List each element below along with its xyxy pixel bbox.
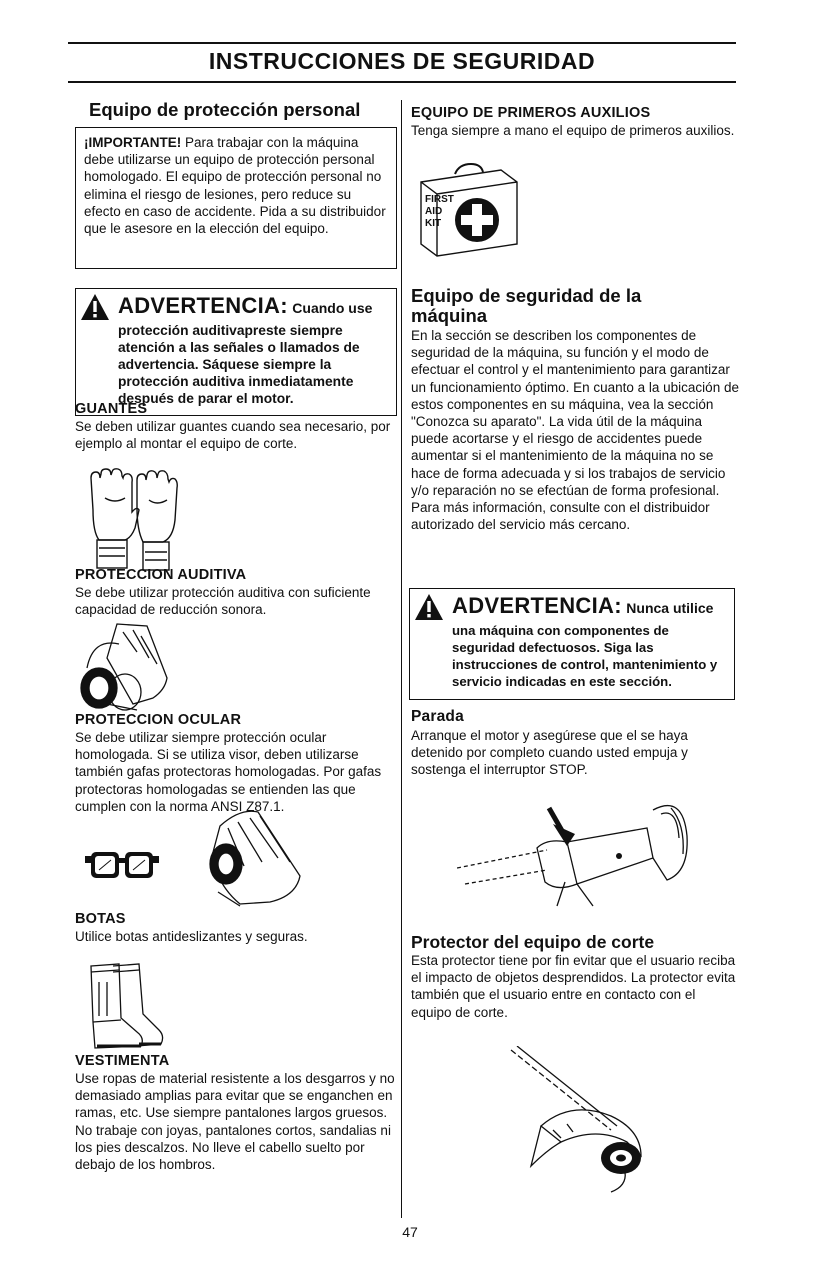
important-text: Para trabajar con la máquina debe utilizarse un equipo de protección personal homologado. El equipo de protección personal no elimina el riesgo de lesiones, pero reduce su efecto en caso de accidente. Pida a su distribuidor que le asesore en la elección del equipo. bbox=[84, 135, 386, 237]
first-aid-heading: EQUIPO DE PRIMEROS AUXILIOS bbox=[411, 105, 651, 121]
warning-text: protección auditivapreste siempre atención a las señales o llamados de advertencia. Sáquese siempre la protección auditiva inmediatamente después de parar el motor. bbox=[118, 323, 360, 406]
machine-heading: Equipo de seguridad de la máquina bbox=[411, 285, 642, 326]
page-number: 47 bbox=[402, 1224, 418, 1240]
important-lead: ¡IMPORTANTE! bbox=[84, 135, 182, 150]
kit-label-first: FIRST bbox=[425, 194, 454, 205]
warning-title: ADVERTENCIA: bbox=[118, 293, 288, 318]
boots-icon bbox=[85, 962, 167, 1052]
eye-text: Se debe utilizar siempre protección ocular homologada. Si se utiliza visor, deben utilizarse también gafas protectoras homologadas. Por gafas protectoras homologadas se entienden las que cumplen con la norma ANSI Z87.1. bbox=[75, 730, 382, 814]
machine-text: En la sección se describen los componentes de seguridad de la máquina, su función y el modo de efectuar el control y el mantenimiento para garantizar un funcionamiento óptimo. En cuanto a la ubicación de estos componentes en su máquina, vea la sección "Conozca su aparato". La vida útil de la máquina puede acortarse y el riesgo de accidentes puede aumentar si el mantenimiento de la máquina no se hace de forma adecuada y si los trabajos de servicio y/o reparación no se efectúan de forma profesional. Para más información, consulte con el distribuidor autorizado del servicio más cercano. bbox=[411, 328, 739, 533]
first-aid-text: Tenga siempre a mano el equipo de primeros auxilios. bbox=[411, 123, 735, 138]
cutting-guard-illustration bbox=[501, 1046, 671, 1196]
safety-warning-box bbox=[409, 588, 735, 700]
stop-text: Arranque el motor y asegúrese que el se haya detenido por completo cuando usted empuja y sostenga el interruptor STOP. bbox=[411, 728, 688, 778]
guard-heading: Protector del equipo de corte bbox=[411, 932, 655, 952]
warning-triangle-icon bbox=[414, 593, 444, 621]
hearing-warning-box bbox=[75, 288, 397, 416]
hearing-text: Se debe utilizar protección auditiva con suficiente capacidad de reducción sonora. bbox=[75, 585, 371, 618]
hearing-heading: PROTECCION AUDITIVA bbox=[75, 567, 247, 583]
kit-label-aid: AID bbox=[425, 206, 443, 217]
clothing-heading: VESTIMENTA bbox=[75, 1053, 170, 1069]
clothing-text: Use ropas de material resistente a los desgarros y no demasiado amplias para evitar que se enganchen en ramas, etc. Use siempre pantalones largos gruesos. No trabaje con joyas, pantalones cortos, sandalias ni los pies descalzos. No lleve el cabello suelto por debajo de los hombros. bbox=[75, 1071, 395, 1173]
first-aid-kit-icon bbox=[415, 160, 523, 258]
top-rule bbox=[68, 42, 736, 44]
ppe-heading: Equipo de protección personal bbox=[89, 99, 361, 120]
warning-title: ADVERTENCIA: bbox=[452, 593, 622, 618]
stop-heading: Parada bbox=[411, 708, 464, 725]
gloves-icon bbox=[85, 468, 185, 574]
page-title: INSTRUCCIONES DE SEGURIDAD bbox=[208, 48, 596, 74]
gloves-heading: GUANTES bbox=[75, 401, 148, 417]
guard-text: Esta protector tiene por fin evitar que el usuario reciba el impacto de objetos desprendidos. La protector evita también que el usuario entre en contacto con el equipo de corte. bbox=[411, 953, 736, 1020]
warning-lead: Cuando use bbox=[292, 300, 373, 316]
face-shield-icon bbox=[200, 806, 312, 910]
safety-glasses-icon bbox=[85, 848, 159, 884]
hearing-protector-icon bbox=[77, 618, 173, 714]
important-paragraph bbox=[84, 134, 388, 237]
boots-heading: BOTAS bbox=[75, 911, 126, 927]
boots-text: Utilice botas antideslizantes y seguras. bbox=[75, 929, 308, 944]
stop-switch-illustration bbox=[457, 784, 697, 914]
warning-triangle-icon bbox=[80, 293, 110, 321]
title-rule bbox=[68, 81, 736, 83]
warning-lead: Nunca utilice bbox=[626, 600, 714, 616]
warning-text: una máquina con componentes de seguridad defectuosos. Siga las instrucciones de control, mantenimiento y servicio indicadas en este sección. bbox=[452, 623, 718, 689]
column-divider bbox=[401, 100, 402, 1218]
kit-label-kit: KIT bbox=[425, 218, 442, 229]
gloves-text: Se deben utilizar guantes cuando sea necesario, por ejemplo al montar el equipo de corte. bbox=[75, 419, 391, 452]
important-box bbox=[75, 127, 397, 269]
eye-heading: PROTECCION OCULAR bbox=[75, 712, 242, 728]
